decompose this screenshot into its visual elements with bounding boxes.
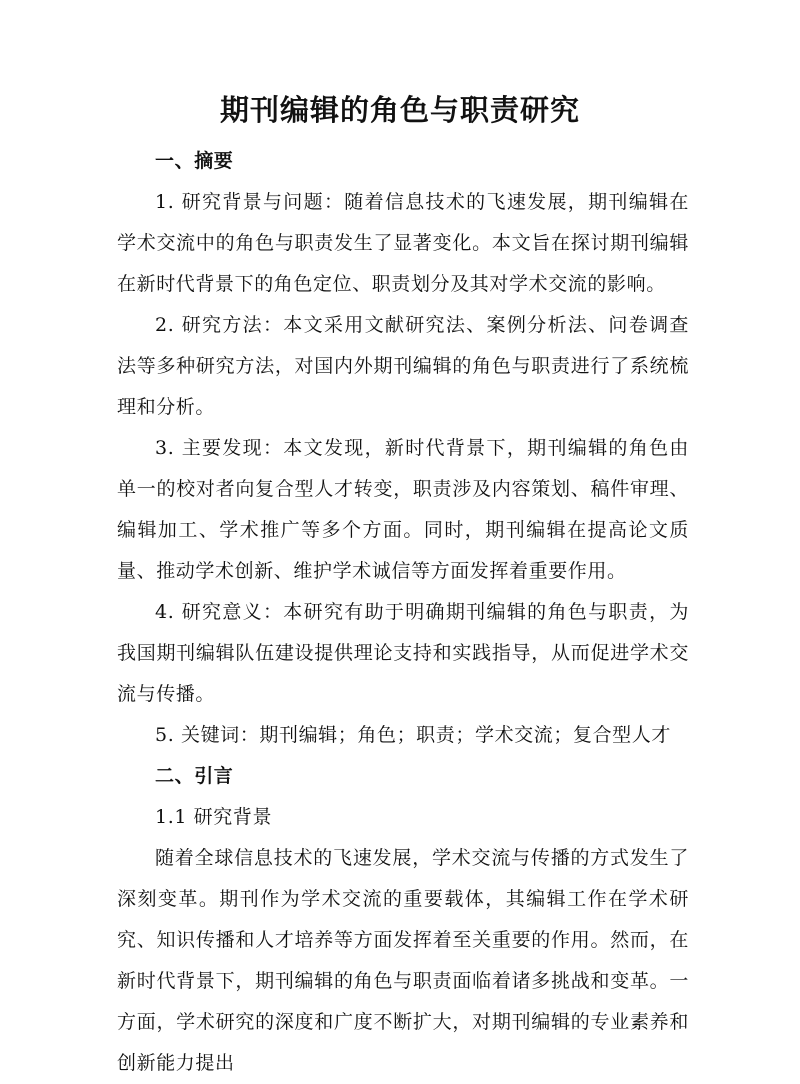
paragraph-research-methods: 2. 研究方法：本文采用文献研究法、案例分析法、问卷调查法等多种研究方法，对国内外期刊编辑的角色与职责进行了系统梳理和分析。 xyxy=(117,314,689,418)
subsection-heading-background: 1.1 研究背景 xyxy=(155,806,273,828)
section-heading-introduction: 二、引言 xyxy=(155,765,234,787)
paragraph-research-background: 1. 研究背景与问题：随着信息技术的飞速发展，期刊编辑在学术交流中的角色与职责发生了显著变化。本文旨在探讨期刊编辑在新时代背景下的角色定位、职责划分及其对学术交流的影响。 xyxy=(117,191,689,295)
paragraph-keywords: 5. 关键词：期刊编辑；角色；职责；学术交流；复合型人才 xyxy=(155,724,671,746)
document-title: 期刊编辑的角色与职责研究 xyxy=(219,93,580,127)
paragraph-research-significance: 4. 研究意义：本研究有助于明确期刊编辑的角色与职责，为我国期刊编辑队伍建设提供理论支持和实践指导，从而促进学术交流与传播。 xyxy=(117,601,689,705)
paragraph-main-findings: 3. 主要发现：本文发现，新时代背景下，期刊编辑的角色由单一的校对者向复合型人才转变，职责涉及内容策划、稿件审理、编辑加工、学术推广等多个方面。同时，期刊编辑在提高论文质量、推动学术创新、维护学术诚信等方面发挥着重要作用。 xyxy=(117,437,689,582)
document-body xyxy=(117,141,689,1084)
paragraph-introduction-body: 随着全球信息技术的飞速发展，学术交流与传播的方式发生了深刻变革。期刊作为学术交流的重要载体，其编辑工作在学术研究、知识传播和人才培养等方面发挥着至关重要的作用。然而，在新时代背景下，期刊编辑的角色与职责面临着诸多挑战和变革。一方面，学术研究的深度和广度不断扩大，对期刊编辑的专业素养和创新能力提出 xyxy=(117,847,689,1074)
section-heading-abstract: 一、摘要 xyxy=(155,150,234,172)
